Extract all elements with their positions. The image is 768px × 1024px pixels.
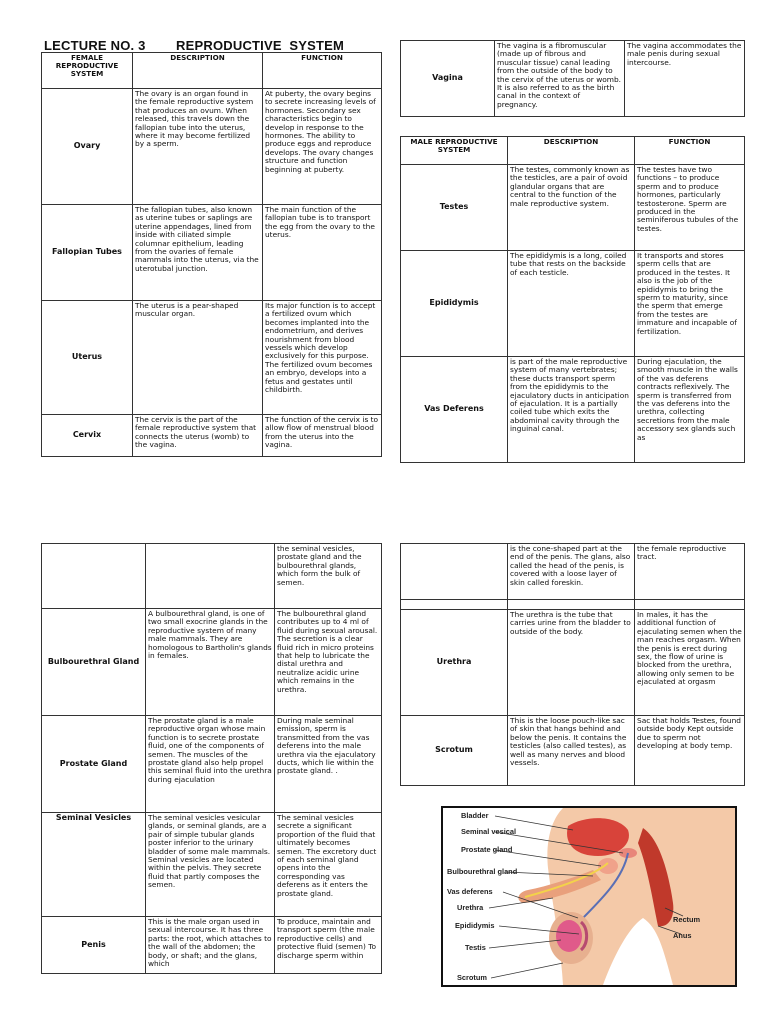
diagram-label: Urethra bbox=[457, 903, 484, 912]
organ-function: At puberty, the ovary begins to secrete increasing levels of hormones. Secondary sex characteristics begin to develop in response to the hormones. The ability to produce eggs and reproduce develops. The ovary changes structure and function beginning at puberty. bbox=[263, 89, 382, 205]
table-row bbox=[401, 544, 745, 600]
organ-name: Prostate Gland bbox=[42, 716, 146, 813]
diagram-label: Epididymis bbox=[455, 921, 495, 930]
organ-name: Epididymis bbox=[401, 251, 508, 357]
organ-name bbox=[42, 544, 146, 609]
organ-description: The vagina is a fibromuscular (made up of fibrous and muscular tissue) canal leading from the outside of the body to the cervix of the uterus or womb. It is also referred to as the birth canal in the context of pregnancy. bbox=[495, 41, 625, 117]
organ-name bbox=[401, 544, 508, 600]
male-anatomy-diagram bbox=[441, 806, 737, 987]
male-system-table bbox=[400, 136, 745, 463]
column-header: DESCRIPTION bbox=[508, 137, 635, 165]
table-row bbox=[401, 610, 745, 716]
vagina-table bbox=[400, 40, 745, 117]
column-header: FUNCTION bbox=[635, 137, 745, 165]
organ-description: is the cone-shaped part at the end of the penis. The glans, also called the head of the penis, is covered with a loose layer of skin called foreskin. bbox=[508, 544, 635, 600]
column-header: DESCRIPTION bbox=[133, 53, 263, 89]
organ-description: The cervix is the part of the female reproductive system that connects the uterus (womb) to the vagina. bbox=[133, 415, 263, 457]
organ-function: It transports and stores sperm cells that are produced in the testes. It also is the job of the epididymis to bring the sperm to maturity, since the sperm that emerge from the testes are immature and incapable of fertilization. bbox=[635, 251, 745, 357]
organ-function: Sac that holds Testes, found outside body Kept outside due to sperm not developing at body temp. bbox=[635, 716, 745, 786]
male-system-table-continued-right bbox=[400, 543, 745, 786]
organ-name: Ovary bbox=[42, 89, 133, 205]
table-header-row bbox=[42, 53, 382, 89]
organ-name bbox=[401, 600, 508, 610]
organ-function: The main function of the fallopian tube is to transport the egg from the ovary to the uterus. bbox=[263, 205, 382, 301]
diagram-label: Scrotum bbox=[457, 973, 487, 982]
diagram-label: Prostate gland bbox=[461, 845, 513, 854]
table-row bbox=[42, 301, 382, 415]
table-row bbox=[42, 89, 382, 205]
table-row bbox=[401, 41, 745, 117]
organ-function: Its major function is to accept a fertilized ovum which becomes implanted into the endometrium, and derives nourishment from blood vessels which develop exclusively for this purpose. The fertilized ovum becomes an embryo, develops into a fetus and gestates until childbirth. bbox=[263, 301, 382, 415]
testis-shape bbox=[556, 920, 582, 952]
table-row bbox=[42, 415, 382, 457]
organ-description: The seminal vesicles vesicular glands, or seminal glands, are a pair of simple tubular glands poster inferior to the urinary bladder of some male mammals. Seminal vesicles are located within the pelvis. They secrete fluid that partly composes the semen. bbox=[146, 813, 275, 917]
organ-description: This is the loose pouch-like sac of skin that hangs behind and below the penis. It contains the testicles (also called testes), as well as many nerves and blood vessels. bbox=[508, 716, 635, 786]
diagram-label: Testis bbox=[465, 943, 486, 952]
organ-name: Vas Deferens bbox=[401, 357, 508, 463]
diagram-label: Rectum bbox=[673, 915, 701, 924]
column-header: FEMALE REPRODUCTIVE SYSTEM bbox=[42, 53, 133, 89]
table-row bbox=[42, 205, 382, 301]
organ-name: Vagina bbox=[401, 41, 495, 117]
organ-description: The urethra is the tube that carries urine from the bladder to outside of the body. bbox=[508, 610, 635, 716]
organ-function bbox=[635, 600, 745, 610]
organ-function: The bulbourethral gland contributes up to 4 ml of fluid during sexual arousal. The secretion is a clear fluid rich in micro proteins that help to lubricate the distal urethra and neutralize acidic urine which remains in the urethra. bbox=[275, 609, 382, 716]
anatomy-illustration bbox=[443, 808, 735, 985]
organ-function: In males, it has the additional function of ejaculating semen when the man reaches orgasm. When the penis is erect during sex, the flow of urine is blocked from the urethra, allowing only semen to be ejaculated at orgasm bbox=[635, 610, 745, 716]
organ-description: is part of the male reproductive system of many vertebrates; these ducts transport sperm from the epididymis to the ejaculatory ducts in anticipation of ejaculation. It is a partially coiled tube which exits the abdominal cavity through the inguinal canal. bbox=[508, 357, 635, 463]
organ-function: the female reproductive tract. bbox=[635, 544, 745, 600]
organ-function: To produce, maintain and transport sperm (the male reproductive cells) and protective fluid (semen) To discharge sperm within bbox=[275, 917, 382, 974]
organ-description bbox=[146, 544, 275, 609]
organ-function: The vagina accommodates the male penis during sexual intercourse. bbox=[625, 41, 745, 117]
organ-function: The seminal vesicles secrete a significant proportion of the fluid that ultimately becomes semen. The excretory duct of each seminal gland opens into the corresponding vas deferens as it enters the prostate gland. bbox=[275, 813, 382, 917]
diagram-label: Vas deferens bbox=[447, 887, 493, 896]
organ-name: Seminal Vesicles bbox=[42, 813, 146, 917]
organ-function: During ejaculation, the smooth muscle in the walls of the vas deferens contracts reflexively. The sperm is transferred from the vas deferens into the urethra, collecting secretions from the male accessory sex glands such as bbox=[635, 357, 745, 463]
organ-description: The fallopian tubes, also known as uterine tubes or saplings are uterine appendages, lined from inside with ciliated simple columnar epithelium, leading from the ovaries of female mammals into the uterus, via the uterotubal junction. bbox=[133, 205, 263, 301]
organ-name: Fallopian Tubes bbox=[42, 205, 133, 301]
female-system-table bbox=[41, 52, 382, 457]
organ-function: The function of the cervix is to allow flow of menstrual blood from the uterus into the vagina. bbox=[263, 415, 382, 457]
organ-name: Scrotum bbox=[401, 716, 508, 786]
organ-description: The uterus is a pear-shaped muscular organ. bbox=[133, 301, 263, 415]
diagram-label: Bladder bbox=[461, 811, 489, 820]
page-title: LECTURE NO. 3 REPRODUCTIVE SYSTEM bbox=[44, 38, 345, 53]
table-row bbox=[401, 600, 745, 610]
table-row bbox=[42, 544, 382, 609]
organ-function: the seminal vesicles, prostate gland and the bulbourethral glands, which form the bulk of semen. bbox=[275, 544, 382, 609]
organ-description: The ovary is an organ found in the female reproductive system that produces an ovum. When released, this travels down the fallopian tube into the uterus, where it may become fertilized by a sperm. bbox=[133, 89, 263, 205]
table-row bbox=[42, 813, 382, 917]
table-row bbox=[401, 357, 745, 463]
column-header: MALE REPRODUCTIVE SYSTEM bbox=[401, 137, 508, 165]
organ-function: During male seminal emission, sperm is transmitted from the vas deferens into the male urethra via the ejaculatory ducts, which lie within the prostate gland. . bbox=[275, 716, 382, 813]
organ-description: The testes, commonly known as the testicles, are a pair of ovoid glandular organs that are central to the function of the male reproductive system. bbox=[508, 165, 635, 251]
column-header: FUNCTION bbox=[263, 53, 382, 89]
table-row bbox=[42, 609, 382, 716]
table-row bbox=[401, 251, 745, 357]
table-header-row bbox=[401, 137, 745, 165]
table-row bbox=[401, 716, 745, 786]
organ-name: Penis bbox=[42, 917, 146, 974]
organ-name: Testes bbox=[401, 165, 508, 251]
organ-function: The testes have two functions – to produce sperm and to produce hormones, particularly testosterone. Sperm are produced in the seminiferous tubules of the testes. bbox=[635, 165, 745, 251]
table-row bbox=[42, 716, 382, 813]
diagram-label: Bulbourethral gland bbox=[447, 867, 518, 876]
table-row bbox=[401, 165, 745, 251]
organ-name: Urethra bbox=[401, 610, 508, 716]
organ-name: Uterus bbox=[42, 301, 133, 415]
organ-description: A bulbourethral gland, is one of two small exocrine glands in the reproductive system of many male mammals. They are homologous to Bartholin's glands in females. bbox=[146, 609, 275, 716]
organ-description bbox=[508, 600, 635, 610]
diagram-label: Anus bbox=[673, 931, 692, 940]
organ-description: This is the male organ used in sexual intercourse. It has three parts: the root, which attaches to the wall of the abdomen; the body, or shaft; and the glans, which bbox=[146, 917, 275, 974]
organ-name: Cervix bbox=[42, 415, 133, 457]
table-row bbox=[42, 917, 382, 974]
organ-description: The epididymis is a long, coiled tube that rests on the backside of each testicle. bbox=[508, 251, 635, 357]
diagram-label: Seminal vesical bbox=[461, 827, 517, 836]
organ-name: Bulbourethral Gland bbox=[42, 609, 146, 716]
organ-description: The prostate gland is a male reproductive organ whose main function is to secrete prostate fluid, one of the components of semen. The muscles of the prostate gland also help propel this seminal fluid into the urethra during ejaculation bbox=[146, 716, 275, 813]
male-system-table-continued-left bbox=[41, 543, 382, 974]
